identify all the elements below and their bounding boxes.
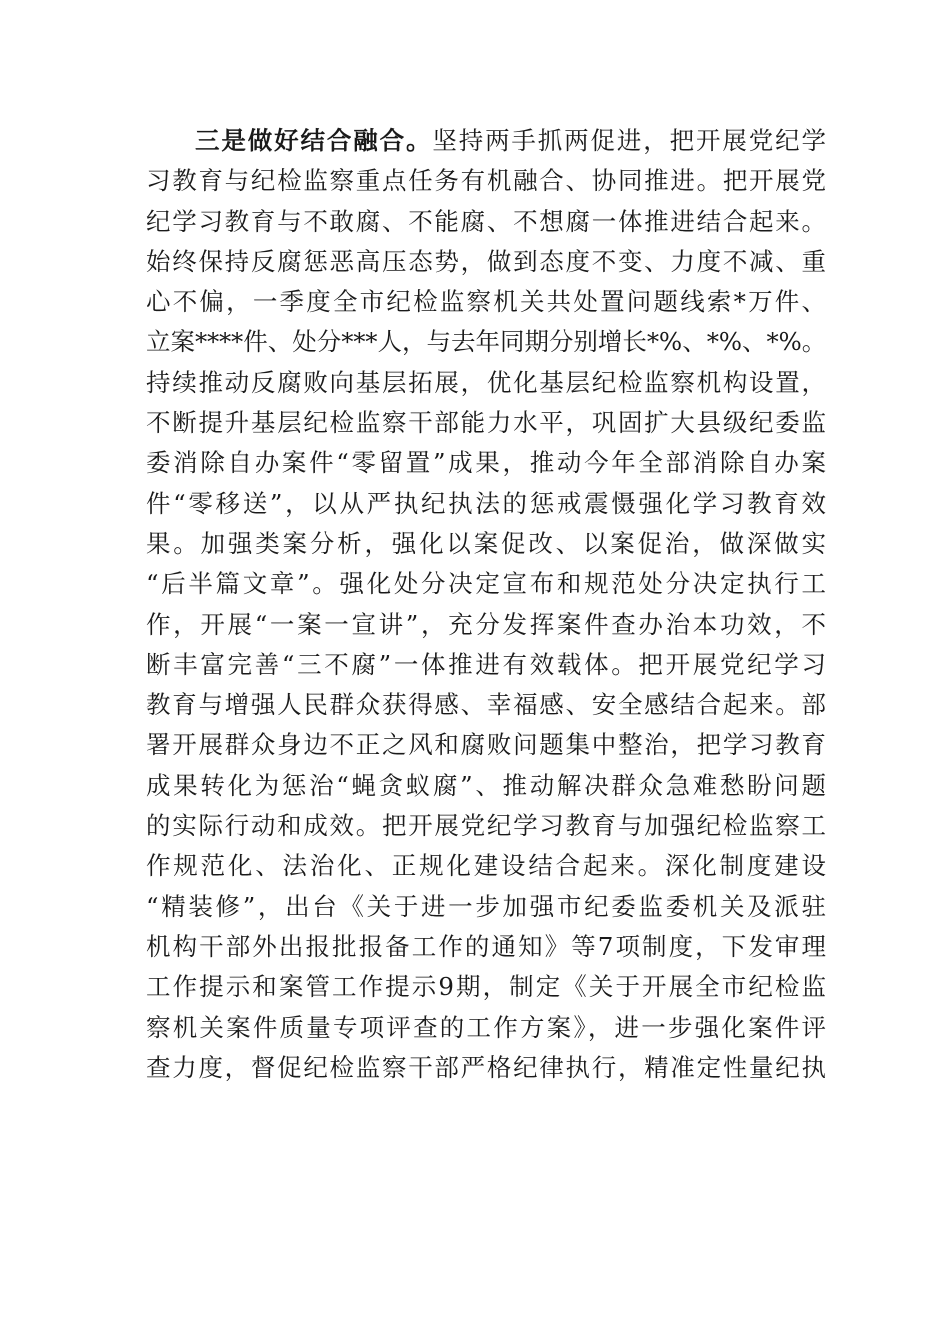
paragraph-first-line (146, 121, 826, 161)
body-paragraph (146, 121, 826, 1088)
paragraph-line: 成果转化为惩治“蝇贪蚁腐”、推动解决群众急难愁盼问题 (146, 770, 826, 800)
paragraph-line: 机构干部外出报批报备工作的通知》等7项制度，下发审理 (146, 931, 826, 961)
paragraph-line: 心不偏，一季度全市纪检监察机关共处置问题线索*万件、 (146, 287, 826, 317)
paragraph-first-line-text: 坚持两手抓两促进，把开展党纪学 (432, 126, 827, 155)
paragraph-line: 习教育与纪检监察重点任务有机融合、协同推进。把开展党 (146, 166, 826, 196)
paragraph-line: 工作提示和案管工作提示9期，制定《关于开展全市纪检监 (146, 972, 826, 1002)
paragraph-line: 断丰富完善“三不腐”一体推进有效载体。把开展党纪学习 (146, 649, 826, 679)
paragraph-line: 纪学习教育与不敢腐、不能腐、不想腐一体推进结合起来。 (146, 206, 826, 236)
paragraph-line: 察机关案件质量专项评查的工作方案》，进一步强化案件评 (146, 1012, 826, 1042)
paragraph-line: 署开展群众身边不正之风和腐败问题集中整治，把学习教育 (146, 730, 826, 760)
paragraph-line: 果。加强类案分析，强化以案促改、以案促治，做深做实 (146, 528, 826, 558)
paragraph-line: 件“零移送”，以从严执纪执法的惩戒震慑强化学习教育效 (146, 488, 826, 518)
paragraph-line: 始终保持反腐惩恶高压态势，做到态度不变、力度不减、重 (146, 246, 826, 276)
paragraph-line: 作规范化、法治化、正规化建设结合起来。深化制度建设 (146, 851, 826, 881)
paragraph-lead-heading: 三是做好结合融合。 (195, 126, 433, 155)
paragraph-line: 查力度，督促纪检监察干部严格纪律执行，精准定性量纪执 (146, 1052, 826, 1082)
paragraph-line: “精装修”，出台《关于进一步加强市纪委监委机关及派驻 (146, 891, 826, 921)
paragraph-line: 不断提升基层纪检监察干部能力水平，巩固扩大县级纪委监 (146, 408, 826, 438)
paragraph-line: 的实际行动和成效。把开展党纪学习教育与加强纪检监察工 (146, 811, 826, 841)
paragraph-line: 持续推动反腐败向基层拓展，优化基层纪检监察机构设置， (146, 367, 826, 397)
paragraph-line: “后半篇文章”。强化处分决定宣布和规范处分决定执行工 (146, 569, 826, 599)
paragraph-line: 教育与增强人民群众获得感、幸福感、安全感结合起来。部 (146, 690, 826, 720)
paragraph-line: 作，开展“一案一宣讲”，充分发挥案件查办治本功效，不 (146, 609, 826, 639)
paragraph-line: 委消除自办案件“零留置”成果，推动今年全部消除自办案 (146, 448, 826, 478)
paragraph-line: 立案****件、处分***人，与去年同期分别增长*%、*%、*%。 (146, 327, 826, 357)
